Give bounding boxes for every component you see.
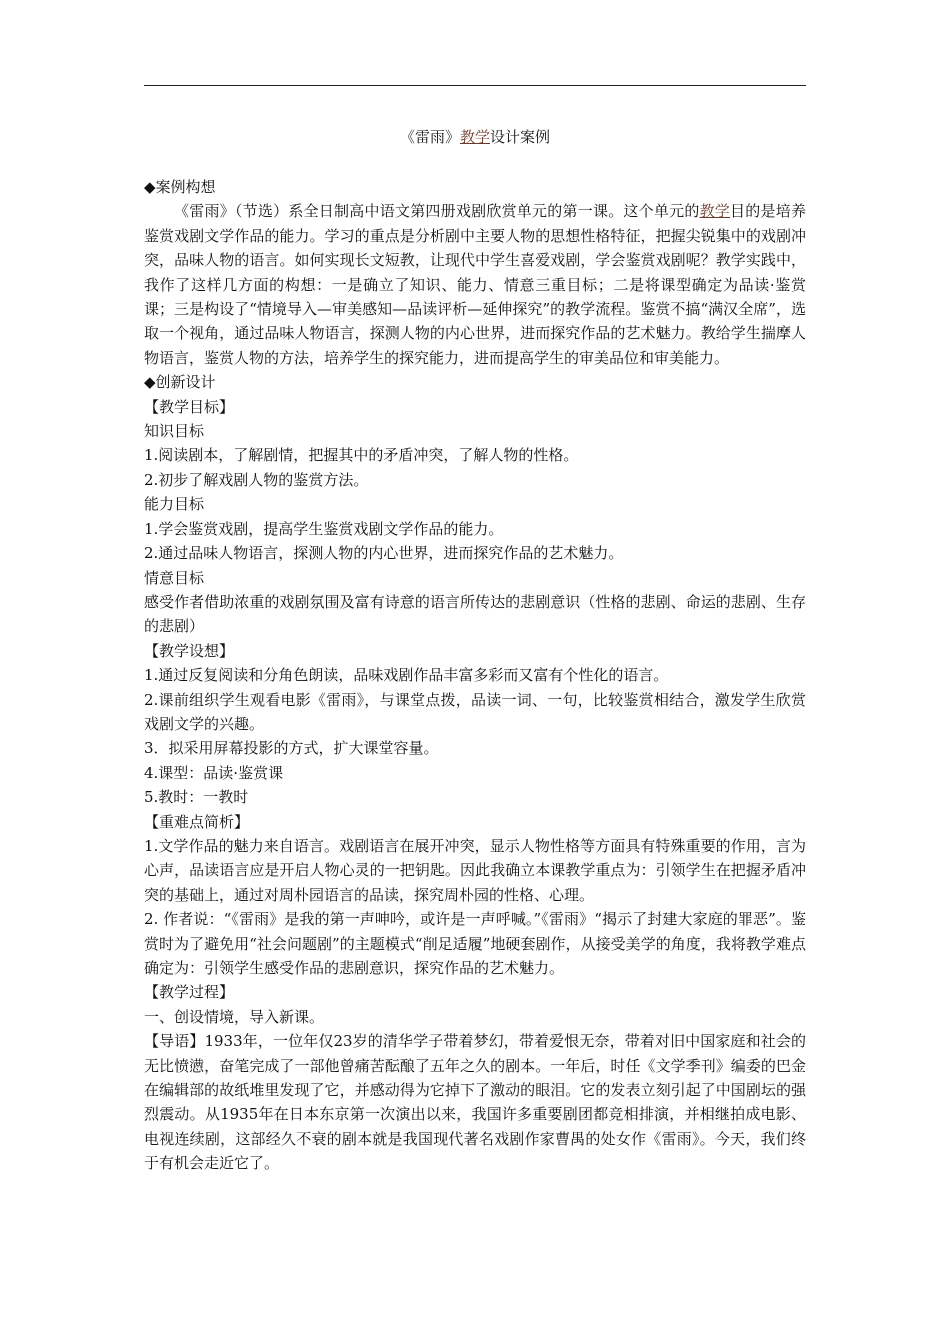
emotion-item-1: 感受作者借助浓重的戏剧氛围及富有诗意的语言所传达的悲剧意识（性格的悲剧、命运的悲剧、生存的悲剧） [144,592,806,636]
plan-item-4: 4.课型：品读·鉴赏课 [144,763,284,782]
plan-item-1: 1.通过反复阅读和分角色朗读，品味戏剧作品丰富多彩而又富有个性化的语言。 [144,666,669,685]
key-heading: 【重难点简析】 [144,812,250,831]
plan-heading: 【教学设想】 [144,641,235,660]
title-text: 《雷雨》 [399,128,460,146]
knowledge-item-1: 1.阅读剧本，了解剧情，把握其中的矛盾冲突，了解人物的性格。 [144,446,579,465]
intro-label: 【导语】 [144,1032,205,1051]
header-rule [144,85,806,86]
key-item-2: 2. 作者说：“《雷雨》是我的第一声呻吟，或许是一声呼喊。”《雷雨》“揭示了封建大家庭的罪恶”。鉴赏时为了避免用“社会问题剧”的主题模式“削足适履”地硬套剧作，从接受美学的角度，我将教学难点确定为：引领学生感受作品的悲剧意识，探究作品的艺术魅力。 [144,910,806,977]
title-link[interactable]: 教学 [459,128,490,146]
title-text-end: 设计案例 [490,128,551,146]
document-body [144,175,806,1176]
intro-text: 1933年，一位年仅23岁的清华学子带着梦幻，带着爱恨无奈，带着对旧中国家庭和社会的无比愤懑，奋笔完成了一部他曾痛苦酝酿了五年之久的剧本。一年后，时任《文学季刊》编委的巴金在编辑部的故纸堆里发现了它，并感动得为它掉下了激动的眼泪。它的发表立刻引起了中国剧坛的强烈震动。从1935年在日本东京第一次演出以来，我国许多重要剧团都竞相排演，并相继拍成电影、电视连续剧，这部经久不衰的剧本就是我国现代著名戏剧作家曹禺的处女作《雷雨》。今天，我们终于有机会走近它了。 [144,1032,806,1173]
plan-item-2: 2.课前组织学生观看电影《雷雨》，与课堂点拨，品读一词、一句，比较鉴赏相结合，激发学生欣赏戏剧文学的兴趣。 [144,690,806,733]
knowledge-item-2: 2.初步了解戏剧人物的鉴赏方法。 [144,470,369,489]
inline-link-teaching[interactable]: 教学 [699,202,731,221]
plan-item-5: 5.教时：一教时 [144,788,249,807]
concept-text-b: 目的是培养鉴赏戏剧文学作品的能力。学习的重点是分析剧中主要人物的思想性格特征，把握尖锐集中的戏剧冲突，品味人物的语言。如何实现长文短教，让现代中学生喜爱戏剧，学会鉴赏戏剧呢？教学实践中，我作了这样几方面的构想：一是确立了知识、能力、情意三重目标；二是将课型确定为品读·鉴赏课；三是构设了“情境导入—审美感知—品读评析—延伸探究”的教学流程。鉴赏不搞“满汉全席”，选取一个视角，通过品味人物语言，探测人物的内心世界，进而探究作品的艺术魅力。教给学生揣摩人物语言，鉴赏人物的方法，培养学生的探究能力，进而提高学生的审美品位和审美能力。 [144,202,806,367]
process-step-1: 一、创设情境，导入新课。 [144,1007,325,1026]
emotion-heading: 情意目标 [144,568,205,587]
ability-heading: 能力目标 [144,495,205,514]
knowledge-heading: 知识目标 [144,422,205,441]
process-heading: 【教学过程】 [144,983,235,1002]
concept-paragraph [144,199,806,370]
section-heading-design: ◆创新设计 [144,373,216,392]
key-item-1: 1.文学作品的魅力来自语言。戏剧语言在展开冲突，显示人物性格等方面具有特殊重要的作用，言为心声，品读语言应是开启人物心灵的一把钥匙。因此我确立本课教学重点为：引领学生在把握矛盾冲突的基础上，通过对周朴园语言的品读，探究周朴园的性格、心理。 [144,836,806,904]
ability-item-1: 1.学会鉴赏戏剧，提高学生鉴赏戏剧文学作品的能力。 [144,519,504,538]
ability-item-2: 2.通过品味人物语言，探测人物的内心世界，进而探究作品的艺术魅力。 [144,544,624,563]
document-title [0,126,950,147]
concept-text-a: 《雷雨》（节选）系全日制高中语文第四册戏剧欣赏单元的第一课。这个单元的 [174,202,700,221]
intro-paragraph [144,1029,806,1175]
goals-heading: 【教学目标】 [144,397,235,416]
section-heading-concept: ◆案例构想 [144,178,216,196]
plan-item-3: 3．拟采用屏幕投影的方式，扩大课堂容量。 [144,739,439,758]
